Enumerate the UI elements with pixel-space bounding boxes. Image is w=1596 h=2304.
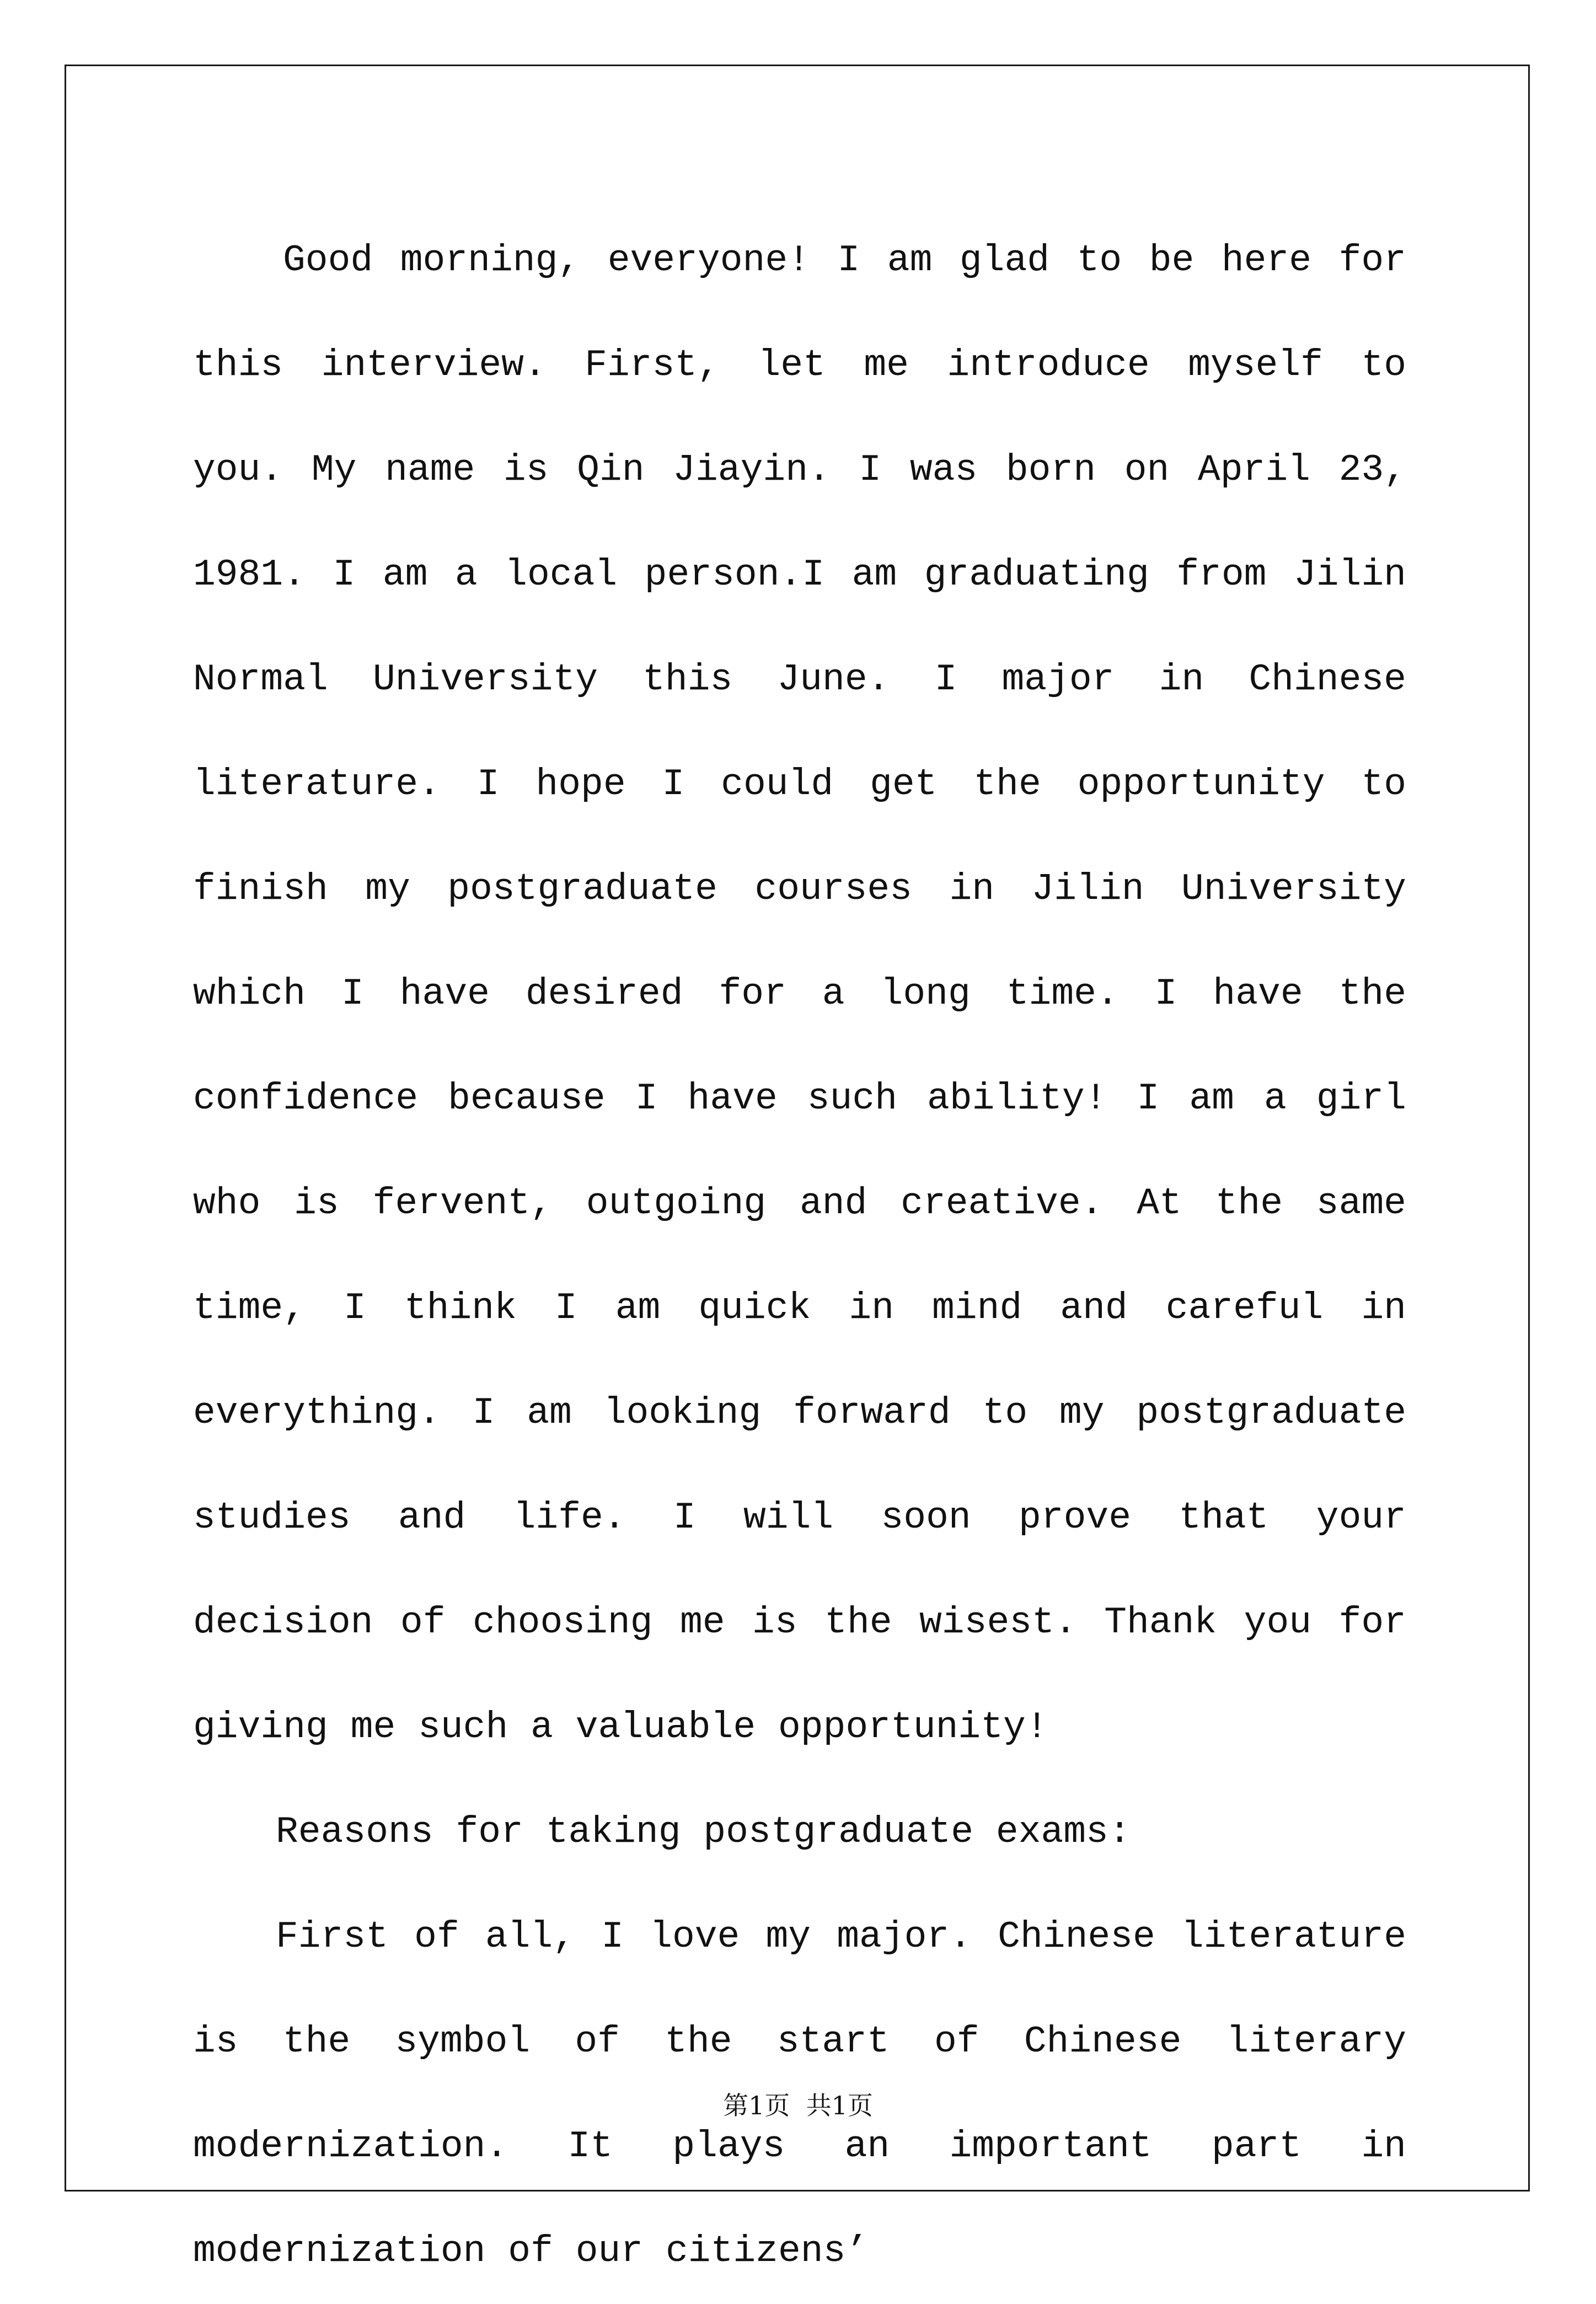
paragraph-self-introduction: Good morning, everyone! I am glad to be here for this interview. First, let me introduce myself to you. My name is Qin Jiayin. I was born on April 23, 1981. I am a local person.I am graduating from Jilin Normal University this June. I major in Chinese literature. I hope I could get the opportunity to finish my postgraduate courses in Jilin University which I have desired for a long time. I have the confidence because I have such ability! I am a girl who is fervent, outgoing and creative. At the same time, I think I am quick in mind and careful in everything. I am looking forward to my postgraduate studies and life. I will soon prove that your decision of choosing me is the wisest. Thank you for giving me such a valuable opportunity! [193,239,1406,1749]
page-footer: 第1页 共1页 [723,2091,873,2120]
paragraph-reasons-heading: Reasons for taking postgraduate exams: [276,1811,1131,1853]
document-body [193,208,1406,2304]
paragraph-first-reason: First of all, I love my major. Chinese literature is the symbol of the start of Chinese literary modernization. It plays an important part in modernization of our citizens’ [193,1916,1406,2273]
